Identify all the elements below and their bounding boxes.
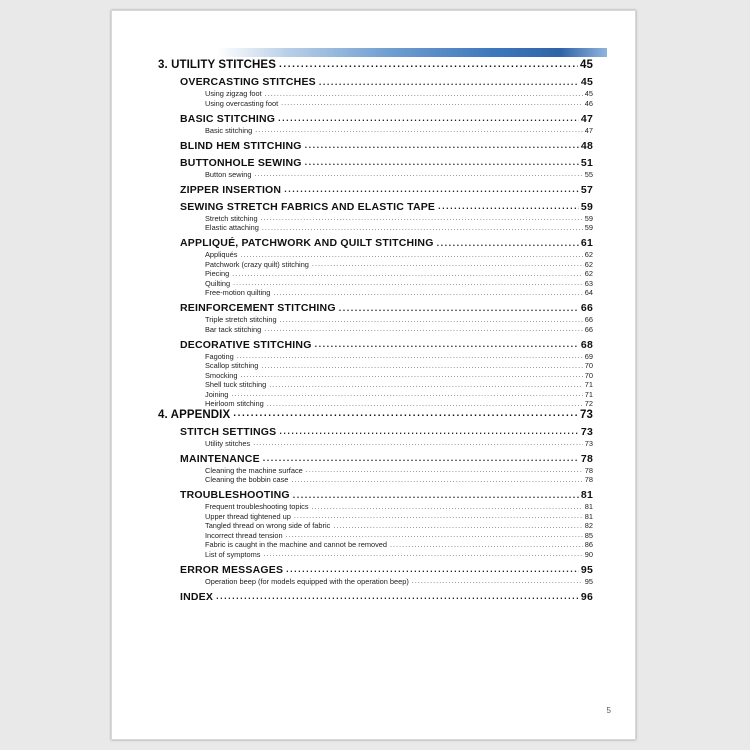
toc-entry-label: MAINTENANCE <box>180 452 260 465</box>
toc-entry-label: Heirloom stitching <box>205 399 264 408</box>
toc-entry-label: Shell tuck stitching <box>205 380 267 389</box>
toc-entry-page: 95 <box>584 576 593 586</box>
toc-entry[interactable] <box>112 223 615 232</box>
toc-leader-dots <box>305 158 579 169</box>
toc-leader-dots <box>216 592 579 603</box>
page-number: 5 <box>606 706 611 715</box>
toc-leader-dots <box>255 127 583 134</box>
toc-entry-page: 82 <box>584 521 593 530</box>
toc-leader-dots <box>286 532 583 539</box>
toc-leader-dots <box>267 401 583 408</box>
toc-leader-dots <box>262 225 583 232</box>
toc-leader-dots <box>339 304 579 315</box>
toc-entry-page: 71 <box>584 380 593 389</box>
toc-entry[interactable] <box>112 371 615 380</box>
toc-entry[interactable] <box>112 591 615 603</box>
toc-leader-dots <box>312 261 583 268</box>
toc-entry-page: 85 <box>584 530 593 540</box>
toc-leader-dots <box>279 427 579 438</box>
toc-entry-label: Triple stretch stitching <box>205 315 277 324</box>
toc-entry[interactable] <box>112 466 615 475</box>
toc-entry-label: Elastic attaching <box>205 223 259 232</box>
toc-entry-page: 72 <box>584 399 593 408</box>
toc-entry[interactable] <box>112 269 615 278</box>
toc-entry[interactable] <box>112 126 615 135</box>
toc-entry-label: ZIPPER INSERTION <box>180 183 282 196</box>
toc-leader-dots <box>412 578 583 585</box>
toc-entry-page: 73 <box>584 438 593 448</box>
toc-entry-page: 78 <box>580 452 593 465</box>
toc-entry-label: Operation beep (for models equipped with the operation beep) <box>205 576 409 586</box>
toc-entry-label: Cleaning the machine surface <box>205 465 303 475</box>
toc-leader-dots <box>281 100 583 107</box>
toc-entry[interactable] <box>112 521 615 530</box>
toc-leader-dots <box>284 185 579 196</box>
toc-entry-label: Cleaning the bobbin case <box>205 475 289 484</box>
toc-entry-label: Patchwork (crazy quilt) stitching <box>205 259 309 269</box>
document-page <box>111 10 636 740</box>
toc-entry[interactable] <box>112 260 615 269</box>
toc-entry[interactable] <box>112 113 615 125</box>
toc-leader-dots <box>233 280 583 287</box>
toc-entry-label: 3. UTILITY STITCHES <box>158 59 276 71</box>
toc-entry-page: 61 <box>580 237 593 249</box>
toc-leader-dots <box>278 114 579 125</box>
toc-leader-dots <box>264 326 582 333</box>
toc-entry[interactable] <box>112 59 615 71</box>
toc-entry[interactable] <box>112 339 615 351</box>
toc-leader-dots <box>263 551 582 558</box>
toc-entry[interactable] <box>112 426 615 438</box>
toc-entry-label: APPLIQUÉ, PATCHWORK AND QUILT STITCHING <box>180 237 434 249</box>
toc-entry-page: 81 <box>584 511 593 521</box>
toc-entry[interactable] <box>112 76 615 88</box>
toc-entry[interactable] <box>112 361 615 370</box>
toc-entry[interactable] <box>112 475 615 484</box>
toc-entry-page: 69 <box>584 351 593 361</box>
toc-entry[interactable] <box>112 302 615 314</box>
toc-entry-page: 64 <box>584 288 593 297</box>
toc-entry-label: List of symptoms <box>205 549 261 559</box>
toc-leader-dots <box>293 491 579 502</box>
toc-entry-page: 70 <box>584 361 593 370</box>
toc-leader-dots <box>294 513 583 520</box>
toc-entry-page: 95 <box>580 563 593 576</box>
toc-entry-page: 48 <box>580 139 593 152</box>
toc-entry-page: 66 <box>584 324 593 334</box>
toc-entry-page: 59 <box>580 200 593 213</box>
toc-entry-label: STITCH SETTINGS <box>180 425 277 438</box>
toc-entry[interactable] <box>112 380 615 389</box>
toc-entry[interactable] <box>112 512 615 521</box>
toc-entry-label: Basic stitching <box>205 125 253 135</box>
toc-entry[interactable] <box>112 540 615 549</box>
toc-entry[interactable] <box>112 279 615 288</box>
toc-entry-label: BUTTONHOLE SEWING <box>180 156 302 169</box>
toc-entry-page: 71 <box>584 389 593 399</box>
toc-entry[interactable] <box>112 409 615 421</box>
toc-entry-label: Free-motion quilting <box>205 288 271 297</box>
toc-entry-label: OVERCASTING STITCHES <box>180 76 316 88</box>
toc-leader-dots <box>312 504 583 511</box>
toc-entry-label: Appliqués <box>205 250 238 259</box>
toc-leader-dots <box>254 171 582 178</box>
toc-entry[interactable] <box>112 157 615 169</box>
table-of-contents <box>112 59 635 604</box>
toc-entry-label: Scallop stitching <box>205 361 259 370</box>
toc-entry-page: 68 <box>580 338 593 351</box>
toc-leader-dots <box>305 141 579 152</box>
toc-entry[interactable] <box>112 140 615 152</box>
toc-entry-page: 70 <box>584 370 593 380</box>
toc-entry[interactable] <box>112 237 615 249</box>
toc-entry-label: Stretch stitching <box>205 213 258 223</box>
toc-entry-label: Fagoting <box>205 351 234 361</box>
toc-entry-label: Joining <box>205 389 229 399</box>
toc-leader-dots <box>269 382 583 389</box>
toc-entry-label: INDEX <box>180 590 214 603</box>
toc-entry-page: 78 <box>584 475 593 484</box>
toc-entry-page: 63 <box>584 278 593 288</box>
toc-entry-label: Incorrect thread tension <box>205 530 283 540</box>
toc-entry[interactable] <box>112 214 615 223</box>
toc-entry-label: Tangled thread on wrong side of fabric <box>205 521 331 530</box>
toc-leader-dots <box>273 290 582 297</box>
toc-leader-dots <box>333 523 582 530</box>
toc-entry-page: 86 <box>584 540 593 549</box>
toc-entry-page: 46 <box>584 98 593 108</box>
toc-leader-dots <box>265 91 583 98</box>
toc-leader-dots <box>390 542 583 549</box>
toc-entry-label: TROUBLESHOOTING <box>180 489 290 501</box>
toc-leader-dots <box>261 363 582 370</box>
toc-entry[interactable] <box>112 250 615 259</box>
toc-leader-dots <box>279 60 578 72</box>
toc-entry[interactable] <box>112 453 615 465</box>
toc-entry-page: 47 <box>584 125 593 135</box>
toc-entry-label: Fabric is caught in the machine and cannot be removed <box>205 540 387 549</box>
toc-entry[interactable] <box>112 99 615 108</box>
toc-leader-dots <box>240 252 582 259</box>
toc-entry[interactable] <box>112 352 615 361</box>
toc-leader-dots <box>319 78 579 89</box>
toc-leader-dots <box>438 202 579 213</box>
toc-entry[interactable] <box>112 201 615 213</box>
toc-entry-page: 55 <box>584 169 593 179</box>
toc-entry-label: ERROR MESSAGES <box>180 563 284 576</box>
toc-entry-page: 96 <box>580 590 593 603</box>
toc-entry[interactable] <box>112 170 615 179</box>
header-gradient-bar <box>217 48 607 57</box>
toc-leader-dots <box>253 440 583 447</box>
toc-entry-page: 73 <box>580 425 593 438</box>
toc-entry-page: 66 <box>580 302 593 314</box>
toc-leader-dots <box>237 353 583 360</box>
toc-leader-dots <box>261 215 583 222</box>
toc-entry[interactable] <box>112 577 615 586</box>
toc-entry-page: 66 <box>584 315 593 324</box>
toc-entry-label: Using overcasting foot <box>205 98 279 108</box>
toc-entry[interactable] <box>112 399 615 408</box>
toc-entry-page: 45 <box>584 89 593 98</box>
toc-entry-label: Frequent troubleshooting topics <box>205 502 309 511</box>
toc-entry-page: 62 <box>584 250 593 259</box>
toc-entry[interactable] <box>112 489 615 501</box>
toc-entry-page: 59 <box>584 213 593 223</box>
toc-entry[interactable] <box>112 89 615 98</box>
toc-entry[interactable] <box>112 288 615 297</box>
toc-entry-label: Button sewing <box>205 169 252 179</box>
toc-entry[interactable] <box>112 184 615 196</box>
toc-leader-dots <box>240 372 582 379</box>
toc-entry-label: 4. APPENDIX <box>158 408 231 421</box>
toc-entry-label: Smocking <box>205 370 238 380</box>
toc-entry-label: SEWING STRETCH FABRICS AND ELASTIC TAPE <box>180 200 436 213</box>
toc-entry-page: 78 <box>584 465 593 475</box>
toc-entry[interactable] <box>112 550 615 559</box>
toc-leader-dots <box>231 391 582 398</box>
toc-entry-label: Using zigzag foot <box>205 89 262 98</box>
toc-entry-page: 47 <box>580 112 593 125</box>
toc-entry-label: Piecing <box>205 269 230 278</box>
toc-entry[interactable] <box>112 315 615 324</box>
toc-entry-page: 73 <box>580 408 593 421</box>
toc-entry-page: 90 <box>584 549 593 559</box>
toc-leader-dots <box>263 454 579 465</box>
toc-leader-dots <box>315 340 579 351</box>
toc-entry-page: 81 <box>580 489 593 501</box>
toc-leader-dots <box>306 467 583 474</box>
toc-entry-page: 57 <box>580 183 593 196</box>
toc-entry-label: DECORATIVE STITCHING <box>180 338 312 351</box>
toc-entry-label: Quilting <box>205 278 231 288</box>
toc-leader-dots <box>286 565 579 576</box>
toc-entry-label: Bar tack stitching <box>205 324 262 334</box>
toc-entry-label: Utility stitches <box>205 438 251 448</box>
toc-entry[interactable] <box>112 390 615 399</box>
toc-leader-dots <box>233 409 578 421</box>
toc-entry[interactable] <box>112 564 615 576</box>
toc-entry-page: 45 <box>580 76 593 88</box>
toc-entry-page: 51 <box>580 156 593 169</box>
toc-leader-dots <box>291 477 582 484</box>
toc-entry-label: REINFORCEMENT STITCHING <box>180 302 336 314</box>
toc-leader-dots <box>437 239 579 250</box>
toc-leader-dots <box>280 317 583 324</box>
toc-entry[interactable] <box>112 531 615 540</box>
toc-entry-page: 81 <box>584 502 593 511</box>
toc-entry[interactable] <box>112 502 615 511</box>
toc-entry-page: 62 <box>584 259 593 269</box>
toc-entry[interactable] <box>112 325 615 334</box>
toc-entry[interactable] <box>112 439 615 448</box>
toc-entry-label: Upper thread tightened up <box>205 511 291 521</box>
toc-entry-page: 62 <box>584 269 593 278</box>
toc-entry-label: BASIC STITCHING <box>180 112 276 125</box>
toc-entry-label: BLIND HEM STITCHING <box>180 139 302 152</box>
toc-entry-page: 59 <box>584 223 593 232</box>
toc-entry-page: 45 <box>580 59 593 71</box>
toc-leader-dots <box>232 271 583 278</box>
